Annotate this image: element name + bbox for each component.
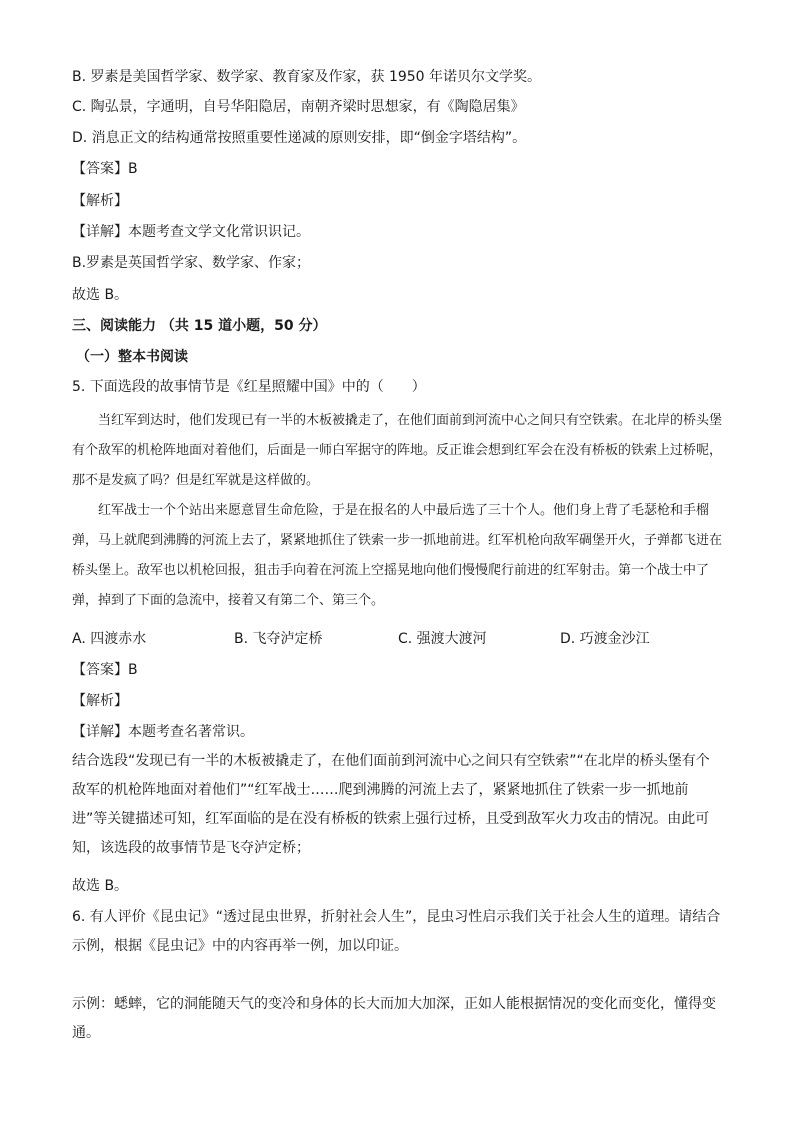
passage-paragraph-2: 红军战士一个个站出来愿意冒生命危险，于是在报名的人中最后选了三十个人。他们身上背了毛瑟枪和手榴弹，马上就爬到沸腾的河流上去了，紧紧地抓住了铁索一步一抓地前进。红军机枪向敌军碉堡开火，子弹都飞迸在桥头堡上。敌军也以机枪回报，狙击手向着在河流上空摇晃地向他们慢慢爬行前进的红军射击。第一个战士中了弹，掉到了下面的急流中，接着又有第二个、第三个。	[72, 503, 723, 608]
q5-detail-text: 【详解】本题考查名著常识。	[72, 724, 254, 740]
answer-label: 【答案】B	[72, 161, 138, 177]
question-6-stem: 6. 有人评价《昆虫记》“透过昆虫世界，折射社会人生”，昆虫习性启示我们关于社会人生的道理。请结合示例，根据《昆虫记》中的内容再举一例，加以印证。	[72, 909, 721, 954]
option-d: D. 巧渡金沙江	[560, 631, 650, 647]
q5-choose-text: 故选 B。	[72, 878, 129, 894]
q5-explanation: 结合选段“发现已有一半的木板被撬走了，在他们面前到河流中心之间只有空铁索”“在北岸的桥头堡有个敌军的机枪阵地面对着他们”“红军战士……爬到沸腾的河流上去了，紧紧地抓住了铁索一步一抓地前进”等关键描述可知，红军面临的是在没有桥板的铁索上强行过桥，且受到敌军火力攻击的情况。由此可知，该选段的故事情节是飞夺泸定桥；	[72, 753, 710, 856]
option-b-text: B. 罗素是美国哲学家、数学家、教育家及作家，获 1950 年诺贝尔文学奖。	[72, 69, 542, 85]
option-a: A. 四渡赤水	[72, 631, 147, 647]
passage-paragraph-1: 当红军到达时，他们发现已有一半的木板被撬走了，在他们面前到河流中心之间只有空铁索。在北岸的桥头堡有个敌军的机枪阵地面对着他们，后面是一师白军据守的阵地。反正谁会想到红军会在没有桥板的铁索上过桥呢，那不是发疯了吗？但是红军就是这样做的。	[72, 413, 723, 488]
section-title: 三、阅读能力 （共 15 道小题，50 分）	[72, 318, 327, 334]
q5-analysis-label: 【解析】	[72, 693, 128, 709]
choose-text: 故选 B。	[72, 287, 129, 303]
note-text: B.罗素是英国哲学家、数学家、作家；	[72, 255, 311, 271]
option-d-text: D. 消息正文的结构通常按照重要性递减的原则安排，即“倒金字塔结构”。	[72, 130, 527, 146]
detail-text: 【详解】本题考查文学文化常识识记。	[72, 224, 310, 240]
option-c-text: C. 陶弘景，字通明，自号华阳隐居，南朝齐梁时思想家，有《陶隐居集》	[72, 99, 525, 115]
question-6-example: 示例：蟋蟀，它的洞能随天气的变冷和身体的长大而加大加深，正如人能根据情况的变化而变化，懂得变通。	[72, 996, 716, 1041]
question-5-stem: 5. 下面选段的故事情节是《红星照耀中国》中的（ ）	[72, 379, 426, 395]
q5-answer-label: 【答案】B	[72, 662, 138, 678]
analysis-label: 【解析】	[72, 193, 128, 209]
passage-block	[72, 406, 722, 616]
question-5-options	[72, 629, 722, 649]
option-b: B. 飞夺泸定桥	[234, 631, 323, 647]
option-c: C. 强渡大渡河	[398, 631, 487, 647]
section-subtitle: （一）整本书阅读	[76, 349, 188, 365]
